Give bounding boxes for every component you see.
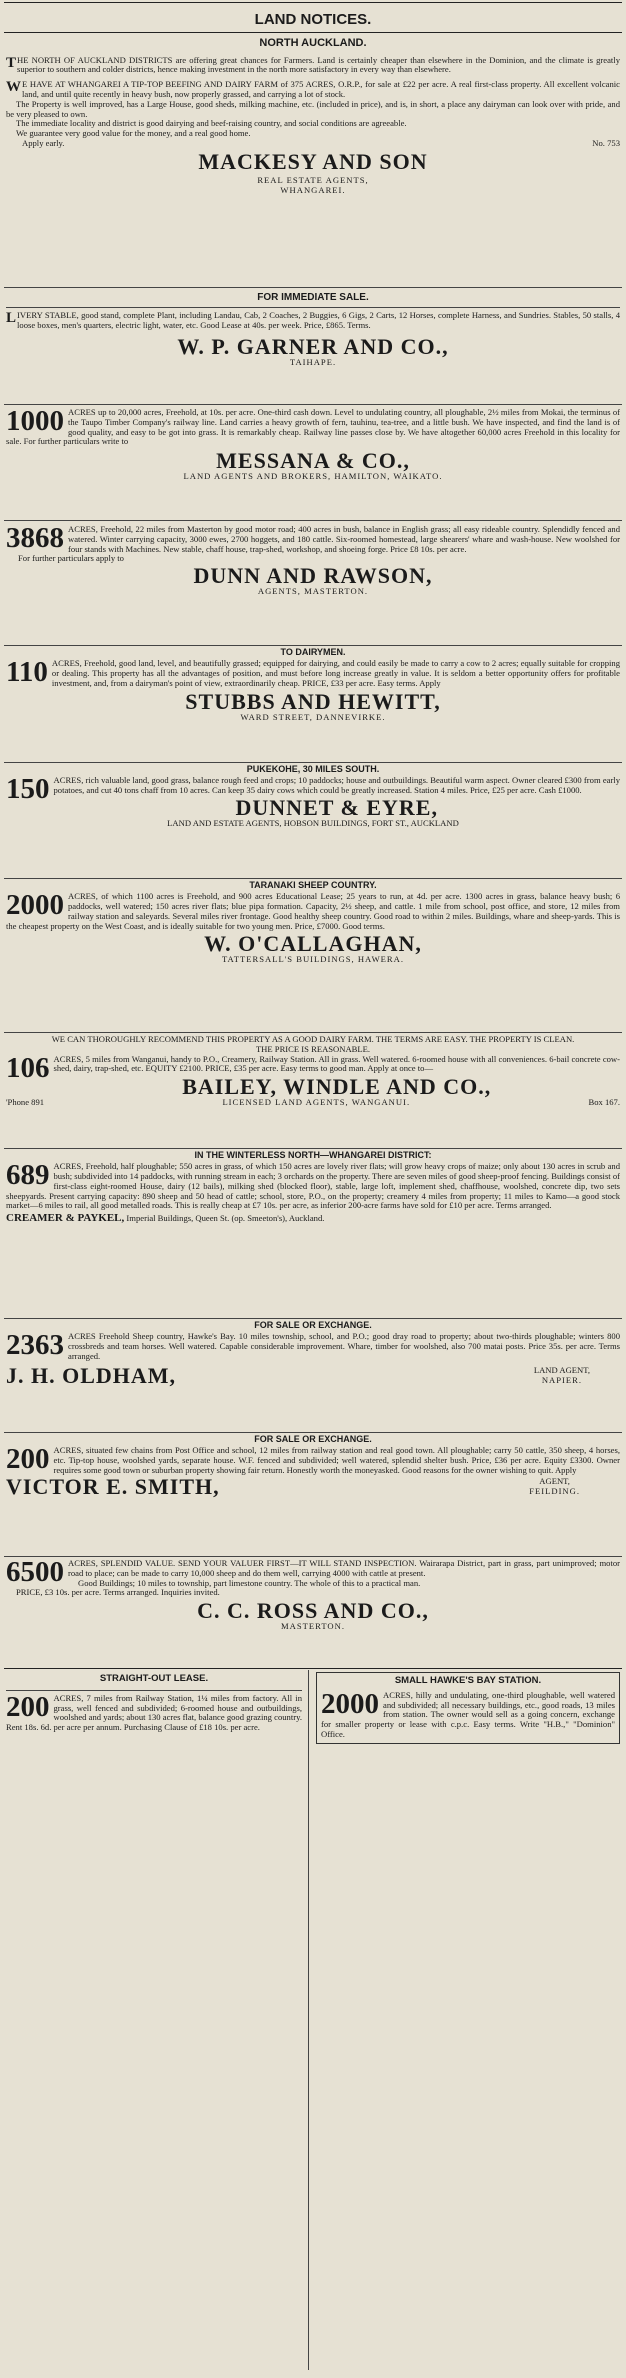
divider [4,1148,622,1149]
dunnet-body: ACRES, rich valuable land, good grass, balance rough feed and crops; 10 paddocks; house and outbuildings. Beautiful warm aspect. Owner cleared £300 from early potatoes, and cut 40 tons chaff from 10 acres. Can keep 35 dairy cows which could be greatly increased. Station 4 miles. Price, £25 per acre. Cash £1000. [53,775,620,796]
ad-straight-out-lease [6,1670,302,2370]
divider [4,762,622,763]
north-apply: Apply early. [22,137,65,148]
hawkes-body: ACRES, hilly and undulating, one-third ploughable, well watered and subdivided; all necessary buildings, etc., good roads, 13 miles from station. The owner would sell as a going concern, exchange for smaller property or lease with c.p.c. Easy terms. Write "H.B.," "Dominion" Office. [321,1689,615,1740]
bailey-footer [6,1098,620,1108]
dunn-sub: AGENTS, MASTERTON. [257,586,369,597]
stubbs-sub: WARD STREET, DANNEVIRKE. [240,711,386,722]
acreage-number: 106 [6,1051,50,1084]
land-notices-title: LAND NOTICES. [254,11,372,28]
oldham-heading: FOR SALE OR EXCHANGE. [254,1320,372,1330]
ad-victor-smith [6,1434,620,1498]
ad-dunnet-eyre [6,764,620,829]
oldham-agent [534,1366,590,1386]
hawkes-box [316,1672,620,1744]
creamer-body: ACRES, Freehold, half ploughable; 550 acres in grass, of which 150 acres are lovely river flats; will grow heavy crops of maize; only about 130 acres in scrub and bush; subdivided into 14 paddocks, with running stream in each; 3 orchards on the property. There are seven miles of good sheep-proof fencing. Buildings consist of first-class eight-roomed House, dairy (12 bails), milking shed (blocked floor), stable, large loft, implement shed, chaffhouse, woolshed, concrete dip, two sets sheepyards. Present carrying capacity: 890 sheep and 50 head of cattle; school, store, P.O., on the property; creamery 4 miles from property; 11 miles to Kamo—a good stock market—6 miles to rail, all good metalled roads. This is really cheap at £7 10s. per acre, as inferior 200-acre farms have sold for £10 per acre. Terms arranged. [6,1161,620,1211]
north-firm: MACKESY AND SON [198,148,428,174]
ad-oldham [6,1320,620,1387]
lease-heading: STRAIGHT-OUT LEASE. [99,1673,209,1684]
lease-text [6,1690,302,1733]
dunn-text [6,522,620,554]
divider [4,1668,622,1669]
smith-firm: VICTOR E. SMITH, [6,1473,220,1499]
page-header [4,2,622,33]
smith-text [6,1443,620,1476]
divider [4,287,622,288]
messana-sub: LAND AGENTS AND BROKERS, HAMILTON, WAIKATO. [183,471,443,482]
creamer-sub: Imperial Buildings, Queen St. (op. Smeeton's), Auckland. [126,1213,325,1224]
divider [4,645,622,646]
bailey-text [6,1051,620,1084]
drop-cap: T [6,54,17,71]
divider [4,520,622,521]
ad-hawkes-bay-station [316,1670,620,2370]
dunn-firm: DUNN AND RAWSON, [193,563,433,589]
north-town: WHANGAREI. [280,184,346,195]
bailey-phone: 'Phone 891 [6,1097,45,1108]
messana-firm: MESSANA & CO., [216,448,410,474]
ross-text2: Good Buildings; 10 miles to township, part limestone country. The whole of this to a practical man. [78,1577,421,1588]
immediate-firm: W. P. GARNER AND CO., [177,333,449,359]
drop-cap: L [6,310,17,327]
smith-heading: FOR SALE OR EXCHANGE. [254,1434,372,1444]
north-p1-text: HE NORTH OF AUCKLAND DISTRICTS are offering great chances for Farmers. Land is certainly cheaper than elsewhere in the Dominion, and the climate is greatly superior to southern and colder districts, hence making investment in the north more satisfactory in every way than elsewhere. [17,54,620,75]
acreage-number: 689 [6,1159,50,1192]
drop-cap: W [6,79,21,96]
north-p2 [6,80,620,100]
divider [6,307,620,308]
immediate-heading: FOR IMMEDIATE SALE. [257,292,369,303]
oldham-body: ACRES Freehold Sheep country, Hawke's Bay. 10 miles township, school, and P.O.; good dray road to property; about two-thirds ploughable; winters 800 crossbreds and team horses. Well watered. Capable considerable improvement. Whare, timber for woolshed, also 700 matai posts. Price 35s. per acre. Terms arranged. [68,1331,620,1361]
stubbs-firm: STUBBS AND HEWITT, [185,688,441,714]
dunnet-firm: DUNNET & EYRE, [235,794,438,820]
ad-cc-ross [6,1556,620,1632]
ad-messana [6,405,620,482]
ross-text3: PRICE, £3 10s. per acre. Terms arranged. Inquiries invited. [16,1587,220,1598]
north-p2-text: E HAVE AT WHANGAREI A TIP-TOP BEEFING AND DAIRY FARM of 375 ACRES, O.R.P., for sale at £22 per acre. A real first-class property. All excellent volcanic land, and until quite recently in heavy bush, now properly grassed, and carrying a lot of stock. [22,79,620,99]
stubbs-text [6,656,620,689]
ross-body: ACRES, SPLENDID VALUE. SEND YOUR VALUER FIRST—IT WILL STAND INSPECTION. Wairarapa District, part in grass, part unimproved; motor road to place; can be made to carry 10,000 sheep and do them well, carrying 4000 with cattle at present. [68,1558,620,1578]
immediate-town: TAIHAPE. [289,356,337,367]
creamer-heading: IN THE WINTERLESS NORTH—WHANGAREI DISTRICT: [194,1150,432,1160]
divider [6,1690,302,1691]
north-ad-number: No. 753 [592,137,620,148]
ad-creamer-paykel [6,1150,620,1225]
dunnet-sub: LAND AND ESTATE AGENTS, HOBSON BUILDINGS, FORT ST., AUCKLAND [167,817,459,828]
ocallaghan-firm: W. O'CALLAGHAN, [204,931,422,957]
oldham-footer [6,1362,620,1388]
north-apply-row [6,139,620,149]
oldham-text [6,1329,620,1362]
ad-livery-stable [6,292,620,368]
ocallaghan-body: ACRES, of which 1100 acres is Freehold, and 900 acres Educational Lease; 25 years to run, at 4d. per acre. 1300 acres in grass, balance heavy bush; 6 paddocks, well watered; 150 acres river flats; blue pipa formation. Capacity, 2½ sheep, and cattle. 1 mile from school, post office, and store, 12 miles from railway station and saleyards. Several miles river frontage. Good healthy sheep country. Good road to within 2 miles. Buildings, whare and sheep-yards. This is the cheapest property on the West Coast, and is ideally suitable for two young men. Price, £7000. Good terms. [6,891,620,931]
messana-body: ACRES up to 20,000 acres, Freehold, at 10s. per acre. One-third cash down. Level to undulating country, all ploughable, 2½ miles from Mokai, the terminus of the Taupo Timber Company's railway line. Land carries a heavy growth of fern, tauhinu, tea-tree, and a little bush. We have inspected, and find the land is of good quality, and easy to be got into grass. It is remarkably cheap. Railway line passes close by. We have altogether 60,000 acres Freehold in this locality for sale. For further particulars write to [6,407,620,447]
bailey-sub: LICENSED LAND AGENTS, WANGANUI. [222,1097,411,1108]
divider [4,1318,622,1319]
acreage-number: 150 [6,773,50,806]
dunn-further: For further particulars apply to [18,553,124,564]
ad-dunn-rawson [6,522,620,597]
ad-ocallaghan [6,880,620,965]
acreage-number: 2363 [6,1329,64,1362]
acreage-number: 200 [6,1443,50,1476]
oldham-agent-label: LAND AGENT, [533,1364,590,1375]
acreage-number: 3868 [6,522,64,554]
ocallaghan-heading: TARANAKI SHEEP COUNTRY. [249,880,377,890]
north-p5: We guarantee very good value for the money, and a real good home. [16,128,251,139]
north-firm-sub: REAL ESTATE AGENTS, [257,174,369,185]
stubbs-body: ACRES, Freehold, good land, level, and beautifully grassed; equipped for dairying, and could easily be made to carry a cow to 2 acres; equally suitable for cropping or dealing. This property has all the advantages of position, and must before long increase greatly in value. It is seldom a better opportunity offers for profitable investment, and, from a dairyman's point of view, extraordinarily cheap. PRICE, £33 per acre. Easy terms. Apply [51,658,620,688]
acreage-number: 2000 [6,889,64,922]
north-p1 [6,56,620,76]
ad-bailey-windle [6,1035,620,1108]
column-rule [308,1670,309,2370]
bottom-columns [4,1670,622,2370]
oldham-town: NAPIER. [541,1374,582,1385]
ad-north-auckland [6,37,620,195]
acreage-number: 200 [6,1690,50,1723]
acreage-number: 2000 [321,1687,379,1720]
divider [4,878,622,879]
acreage-number: 110 [6,656,48,689]
acreage-number: 6500 [6,1556,64,1588]
messana-text [6,405,620,447]
immediate-body: IVERY STABLE, good stand, complete Plant, including Landau, Cab, 2 Coaches, 2 Buggies, 6 Gigs, 2 Carts, 12 Horses, complete Harness, and Sundries. Stables, 50 stalls, 4 loose boxes, men's quarters, electric light, water, etc. Good Lease at 40s. per week. Price, £865. Terms. [17,310,620,331]
north-p3: The Property is well improved, has a Large House, good sheds, milking machine, etc. (included in price), and is, in short, a place any dairyman can look over with pride, and be very pleased to own. [6,98,620,119]
divider [4,404,622,405]
bailey-body: ACRES, 5 miles from Wanganui, handy to P.O., Creamery, Railway Station. All in grass. Well watered. 6-roomed house with all conveniences. 6-bail concrete cow-shed, dairy, trap-shed, etc. EQUITY £2100. PRICE, £35 per acre. Easy terms to good man. Apply at once to— [53,1053,620,1074]
divider [4,1556,622,1557]
creamer-footer [6,1212,620,1225]
north-p4: The immediate locality and district is good dairying and beef-raising country, and social conditions are agreeable. [16,118,407,129]
smith-footer [6,1473,620,1499]
bailey-box: Box 167. [588,1097,620,1108]
smith-agent [529,1477,580,1497]
creamer-text [6,1159,620,1211]
ad-stubbs-hewitt [6,647,620,722]
smith-town: FEILDING. [529,1485,580,1496]
dunn-body: ACRES, Freehold, 22 miles from Masterton by good motor road; 400 acres in bush, balance in English grass; all easy rideable country. Splendidly fenced and watered. Winter carrying capacity, 3000 ewes, 2700 hoggets, and 180 cattle. Six-roomed homestead, large shearers' whare and wash-house. New woolshed for four stands with Machines. New stable, chaff house, trap-shed, workshop, and shoeing forge. Price £8 10s. per acre. [68,524,620,554]
smith-agent-label: AGENT, [539,1475,570,1486]
stubbs-heading: TO DAIRYMEN. [280,647,346,657]
bailey-top2: THE PRICE IS REASONABLE. [255,1043,371,1054]
hawkes-text [321,1687,615,1740]
bailey-firm: BAILEY, WINDLE AND CO., [182,1074,492,1100]
north-heading: NORTH AUCKLAND. [259,37,367,49]
acreage-number: 1000 [6,405,64,437]
header-rule [4,32,622,33]
creamer-firm: CREAMER & PAYKEL, [6,1212,125,1225]
dunnet-text [6,773,620,806]
bailey-top1: WE CAN THOROUGHLY RECOMMEND THIS PROPERTY AS A GOOD DAIRY FARM. THE TERMS ARE EASY. THE PROPERTY IS CLEAN. [51,1034,575,1044]
ocallaghan-text [6,889,620,931]
smith-body: ACRES, situated few chains from Post Office and school, 12 miles from railway station and real good town. All ploughable; carry 50 cattle, 350 sheep, 4 horses, etc. Tip-top house, woolshed yards, separate house. W.F. fenced and subdivided; well watered, splendid shelter bush. Price, £36 per acre. Equity £3300. Owner requires some good town or suburban property showing fair return. Honestly worth the moneyasked. Good reasons for the owner wishing to quit. Apply [53,1445,620,1475]
oldham-firm: J. H. OLDHAM, [6,1362,177,1388]
divider [4,1032,622,1033]
dunnet-heading: PUKEKOHE, 30 MILES SOUTH. [246,764,380,774]
hawkes-heading: SMALL HAWKE'S BAY STATION. [394,1675,542,1686]
ocallaghan-sub: TATTERSALL'S BUILDINGS, HAWERA. [221,954,405,965]
divider [4,1432,622,1433]
ross-firm: C. C. ROSS AND CO., [197,1598,429,1624]
ross-town: MASTERTON. [281,1621,345,1632]
lease-body: ACRES, 7 miles from Railway Station, 1¼ miles from factory. All in grass, well fenced and subdivided; 6-roomed house and outbuildings, woolshed and yards; about 130 acres flat, balance good grazing country. Rent 18s. 6d. per acre per annum. Purchasing Clause of £18 10s. per acre. [6,1692,302,1733]
immediate-text [6,311,620,331]
